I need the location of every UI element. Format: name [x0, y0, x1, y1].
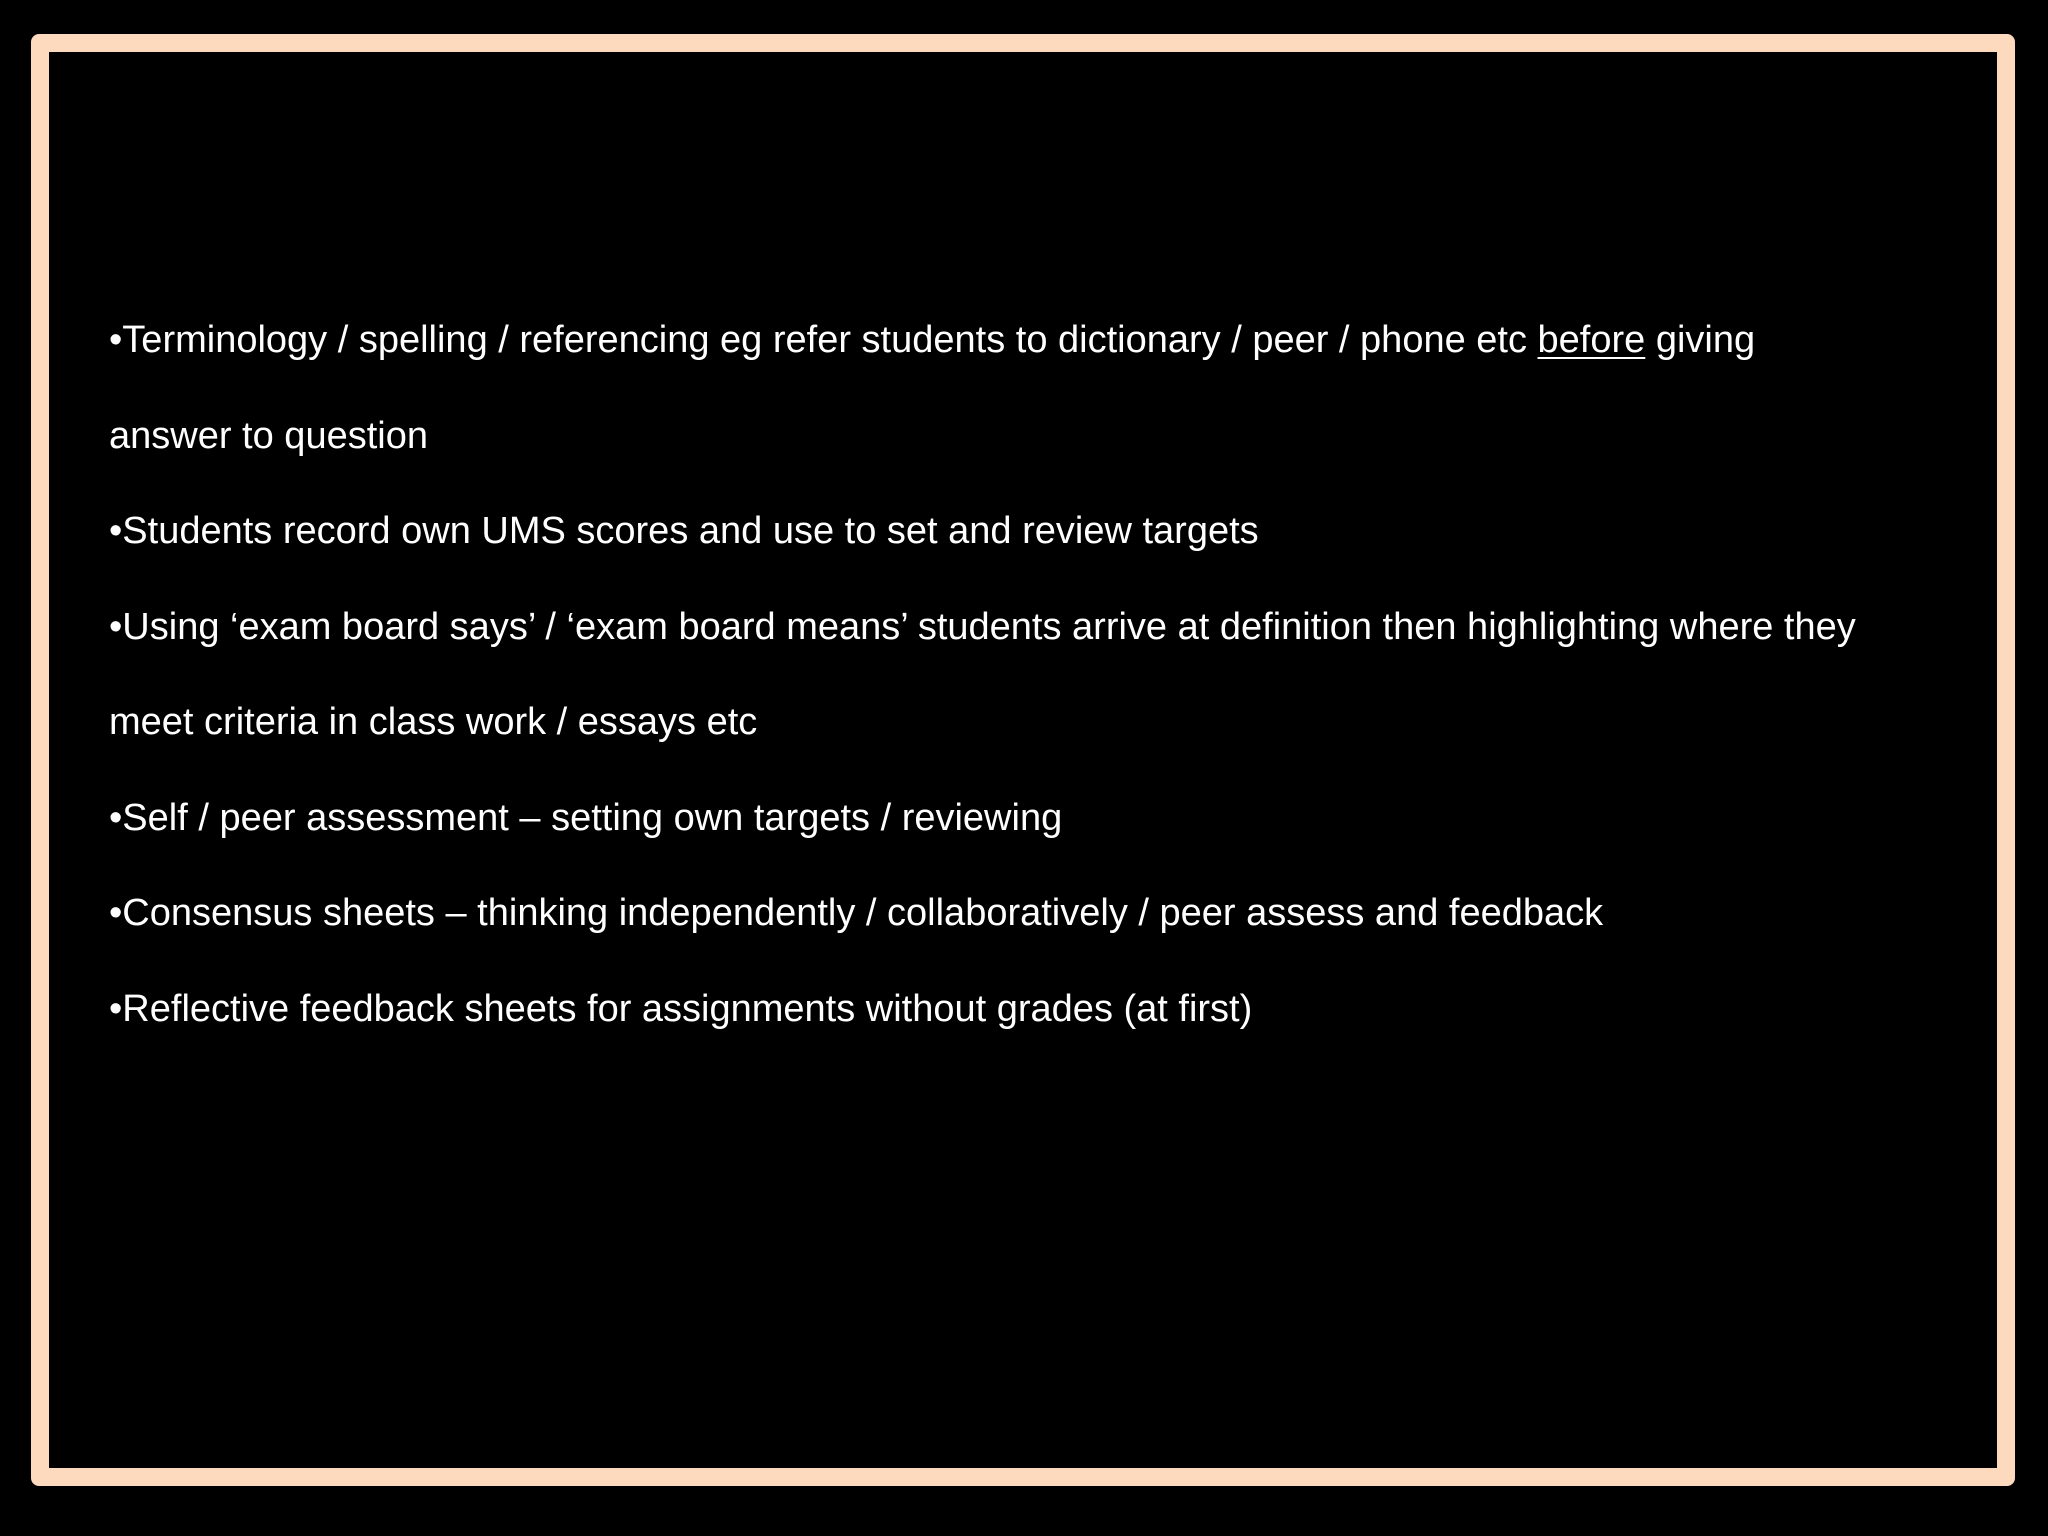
bullet-exam-board: •Using ‘exam board says’ / ‘exam board means’ students arrive at definition then highlighting where they — [109, 605, 1856, 648]
bullet-terminology — [109, 293, 2009, 389]
bullet-terminology-text-end: giving — [1645, 319, 1756, 361]
bullet-terminology-text: •Terminology / spelling / referencing eg refer students to dictionary / peer / phone etc — [109, 319, 1538, 361]
bullet-terminology-continuation: answer to question — [109, 414, 428, 457]
bullet-self-peer-assessment: •Self / peer assessment – setting own targets / reviewing — [109, 796, 1063, 839]
bullet-consensus-sheets: •Consensus sheets – thinking independently / collaboratively / peer assess and feedback — [109, 892, 1604, 934]
bullet-ums-scores: •Students record own UMS scores and use to set and review targets — [109, 510, 1259, 552]
bullet-exam-board-continuation: meet criteria in class work / essays etc — [109, 701, 758, 743]
bullet-reflective-feedback: •Reflective feedback sheets for assignments without grades (at first) — [109, 987, 1253, 1030]
underlined-word-before: before — [1537, 319, 1646, 361]
bullet-list — [109, 293, 2009, 1057]
